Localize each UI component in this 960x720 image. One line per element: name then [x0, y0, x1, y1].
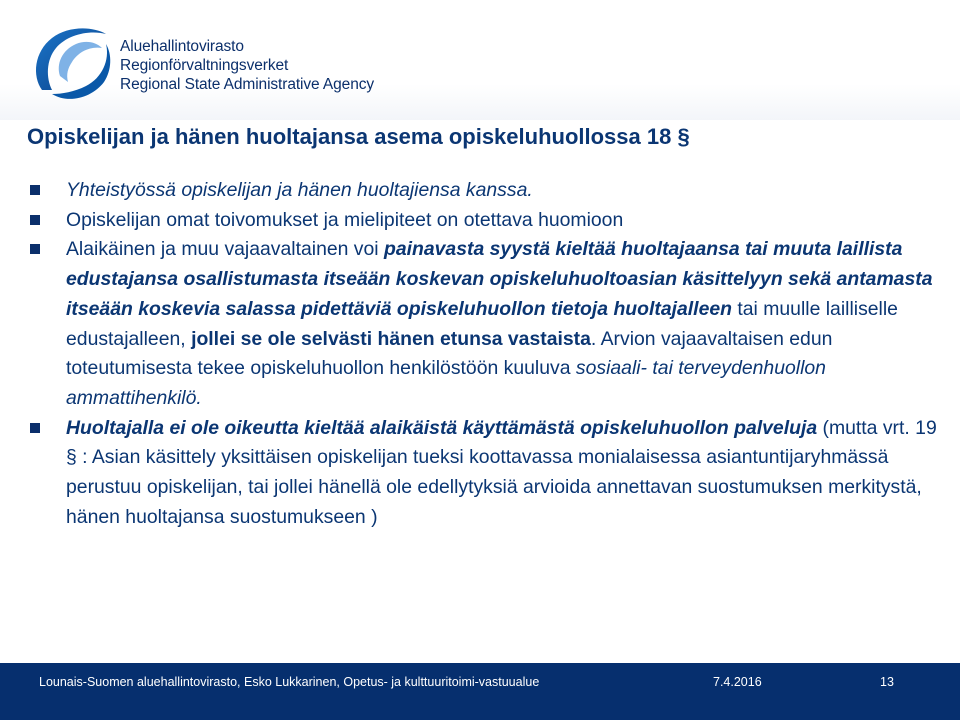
footer-source: Lounais-Suomen aluehallintovirasto, Esko Lukkarinen, Opetus- ja kulttuuritoimi-vastuualue: [39, 675, 540, 689]
square-bullet-icon: [30, 423, 40, 433]
organization-name-fi: Aluehallintovirasto: [120, 38, 244, 55]
bullet-text-emphasis: Huoltajalla ei ole oikeutta kieltää alaikäistä käyttämästä opiskeluhuollon palveluja: [66, 416, 818, 439]
bullet-item: [30, 206, 942, 236]
swoosh-logo-icon: [28, 24, 114, 106]
bullet-text: Opiskelijan omat toivomukset ja mielipiteet on otettava huomioon: [66, 208, 624, 231]
square-bullet-icon: [30, 185, 40, 195]
slide-header: [0, 0, 960, 120]
bullet-item: [30, 235, 942, 413]
bullet-item: [30, 414, 942, 533]
organization-name: [120, 37, 374, 94]
footer-date: 7.4.2016: [713, 675, 762, 689]
slide-footer: [0, 663, 960, 720]
organization-name-sv: Regionförvaltningsverket: [120, 57, 289, 74]
bullet-text-italic: sosiaali- tai terveydenhuollon ammattihenkilö.: [66, 357, 826, 409]
square-bullet-icon: [30, 244, 40, 254]
bullet-list: [30, 176, 942, 532]
bullet-text-part: tai muulle lailliselle edustajalleen,: [66, 297, 898, 350]
bullet-text-bold: jollei se ole selvästi hänen etunsa vastaista: [191, 327, 591, 350]
bullet-text-emphasis: painavasta syystä kieltää huoltajaansa tai muuta laillista edustajansa osallistumasta itseään koskevan opiskeluhuoltoasian käsittelyyn sekä antamasta itseään koskevia salassa pidettäviä opiskeluhuollon tietoja huoltajalleen: [66, 238, 933, 320]
bullet-text-part: . Arvion vajaavaltaisen edun toteutumisesta tekee opiskeluhuollon henkilöstöön kuuluva: [66, 327, 833, 380]
bullet-item: [30, 176, 942, 206]
bullet-text: Yhteistyössä opiskelijan ja hänen huoltajiensa kanssa.: [66, 179, 533, 201]
bullet-text-part: Alaikäinen ja muu vajaavaltainen voi: [66, 238, 384, 261]
square-bullet-icon: [30, 215, 40, 225]
slide-title: Opiskelijan ja hänen huoltajansa asema opiskeluhuollossa 18 §: [27, 124, 690, 149]
page-number: 13: [880, 675, 894, 689]
bullet-text-part: (mutta vrt. 19 § : Asian käsittely yksittäisen opiskelijan tueksi koottavassa monialaisessa asiantuntijaryhmässä perustuu opiskelijan, tai jollei hänellä ole edellytyksiä arvioida annettavan suostumuksen merkitystä, hänen huoltajansa suostumukseen ): [66, 416, 937, 528]
organization-name-en: Regional State Administrative Agency: [120, 76, 375, 93]
